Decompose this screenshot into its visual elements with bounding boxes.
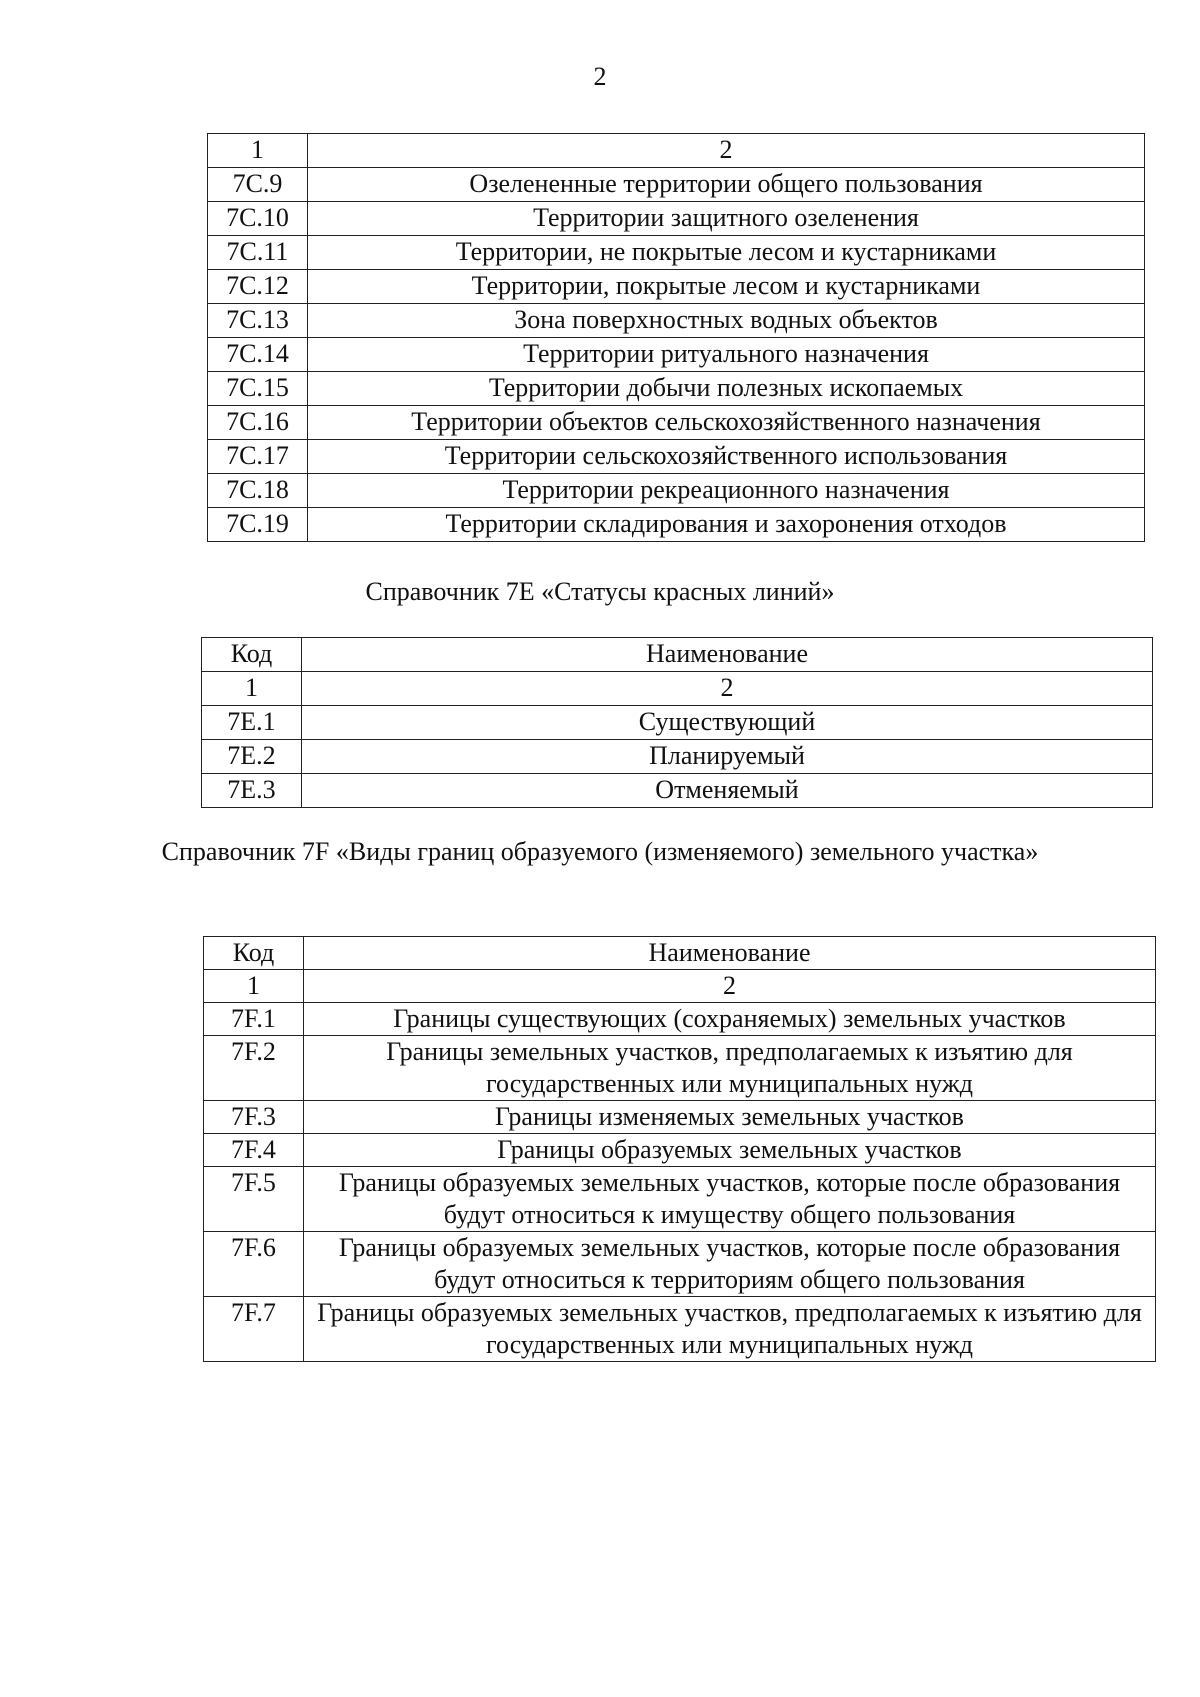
row-name: Зона поверхностных водных объектов	[308, 304, 1145, 338]
row-code: 7F.3	[204, 1101, 304, 1134]
table-header-row	[204, 937, 1156, 970]
table-row	[204, 1167, 1156, 1232]
row-name: Границы образуемых земельных участков, которые после образования будут относиться к территориям общего пользования	[304, 1232, 1156, 1297]
row-code: 7C.12	[208, 270, 308, 304]
row-name: Планируемый	[302, 740, 1153, 774]
table-row	[208, 168, 1145, 202]
row-name: Границы существующих (сохраняемых) земельных участков	[304, 1003, 1156, 1036]
table-row	[204, 1101, 1156, 1134]
table-row	[208, 508, 1145, 542]
row-name: Территории складирования и захоронения отходов	[308, 508, 1145, 542]
row-code: 7F.2	[204, 1036, 304, 1101]
row-name: Территории добычи полезных ископаемых	[308, 372, 1145, 406]
row-name: Озелененные территории общего пользования	[308, 168, 1145, 202]
row-code: 7C.11	[208, 236, 308, 270]
row-name: Территории ритуального назначения	[308, 338, 1145, 372]
column-header-name: Наименование	[302, 638, 1153, 672]
table-row	[208, 236, 1145, 270]
row-code: 7F.7	[204, 1297, 304, 1362]
row-code: 7F.5	[204, 1167, 304, 1232]
row-name: Границы образуемых земельных участков	[304, 1134, 1156, 1167]
table-row	[208, 304, 1145, 338]
table-row	[204, 1232, 1156, 1297]
row-code: 7E.3	[202, 774, 302, 808]
table-row	[204, 1036, 1156, 1101]
row-name: Существующий	[302, 706, 1153, 740]
row-code: 7C.9	[208, 168, 308, 202]
table-row	[208, 372, 1145, 406]
page-number: 2	[593, 62, 607, 91]
row-code: 7C.16	[208, 406, 308, 440]
table-column-numbers-row	[204, 970, 1156, 1003]
table-row	[208, 270, 1145, 304]
column-number-1: 1	[202, 672, 302, 706]
row-name: Территории сельскохозяйственного использования	[308, 440, 1145, 474]
column-number-2: 2	[308, 134, 1145, 168]
table-7f	[203, 936, 1156, 1362]
row-name: Территории защитного озеленения	[308, 202, 1145, 236]
row-name: Границы земельных участков, предполагаемых к изъятию для государственных или муниципальных нужд	[304, 1036, 1156, 1101]
table-row	[208, 338, 1145, 372]
table-7c-continuation	[207, 133, 1145, 542]
row-code: 7F.1	[204, 1003, 304, 1036]
table-row	[202, 774, 1153, 808]
row-name: Территории рекреационного назначения	[308, 474, 1145, 508]
column-header-code: Код	[204, 937, 304, 970]
table-row	[204, 1134, 1156, 1167]
row-code: 7F.6	[204, 1232, 304, 1297]
row-code: 7E.1	[202, 706, 302, 740]
row-name: Границы образуемых земельных участков, которые после образования будут относиться к имуществу общего пользования	[304, 1167, 1156, 1232]
row-code: 7C.17	[208, 440, 308, 474]
table-header-row	[202, 638, 1153, 672]
row-name: Границы изменяемых земельных участков	[304, 1101, 1156, 1134]
column-number-1: 1	[208, 134, 308, 168]
caption-7f: Справочник 7F «Виды границ образуемого (изменяемого) земельного участка»	[161, 837, 1039, 866]
row-name: Территории, покрытые лесом и кустарниками	[308, 270, 1145, 304]
column-number-2: 2	[304, 970, 1156, 1003]
table-header-row	[208, 134, 1145, 168]
row-code: 7C.19	[208, 508, 308, 542]
row-code: 7C.18	[208, 474, 308, 508]
table-row	[208, 440, 1145, 474]
column-number-2: 2	[302, 672, 1153, 706]
table-row	[202, 706, 1153, 740]
column-header-name: Наименование	[304, 937, 1156, 970]
row-code: 7C.14	[208, 338, 308, 372]
table-row	[204, 1003, 1156, 1036]
table-row	[204, 1297, 1156, 1362]
table-row	[208, 474, 1145, 508]
column-header-code: Код	[202, 638, 302, 672]
row-name: Отменяемый	[302, 774, 1153, 808]
row-code: 7F.4	[204, 1134, 304, 1167]
caption-7e: Справочник 7E «Статусы красных линий»	[365, 577, 835, 606]
row-code: 7C.15	[208, 372, 308, 406]
row-name: Границы образуемых земельных участков, предполагаемых к изъятию для государственных или муниципальных нужд	[304, 1297, 1156, 1362]
row-name: Территории объектов сельскохозяйственного назначения	[308, 406, 1145, 440]
table-row	[208, 406, 1145, 440]
row-name: Территории, не покрытые лесом и кустарниками	[308, 236, 1145, 270]
table-row	[202, 740, 1153, 774]
column-number-1: 1	[204, 970, 304, 1003]
table-column-numbers-row	[202, 672, 1153, 706]
row-code: 7E.2	[202, 740, 302, 774]
table-7e	[201, 637, 1153, 808]
row-code: 7C.13	[208, 304, 308, 338]
row-code: 7C.10	[208, 202, 308, 236]
table-row	[208, 202, 1145, 236]
